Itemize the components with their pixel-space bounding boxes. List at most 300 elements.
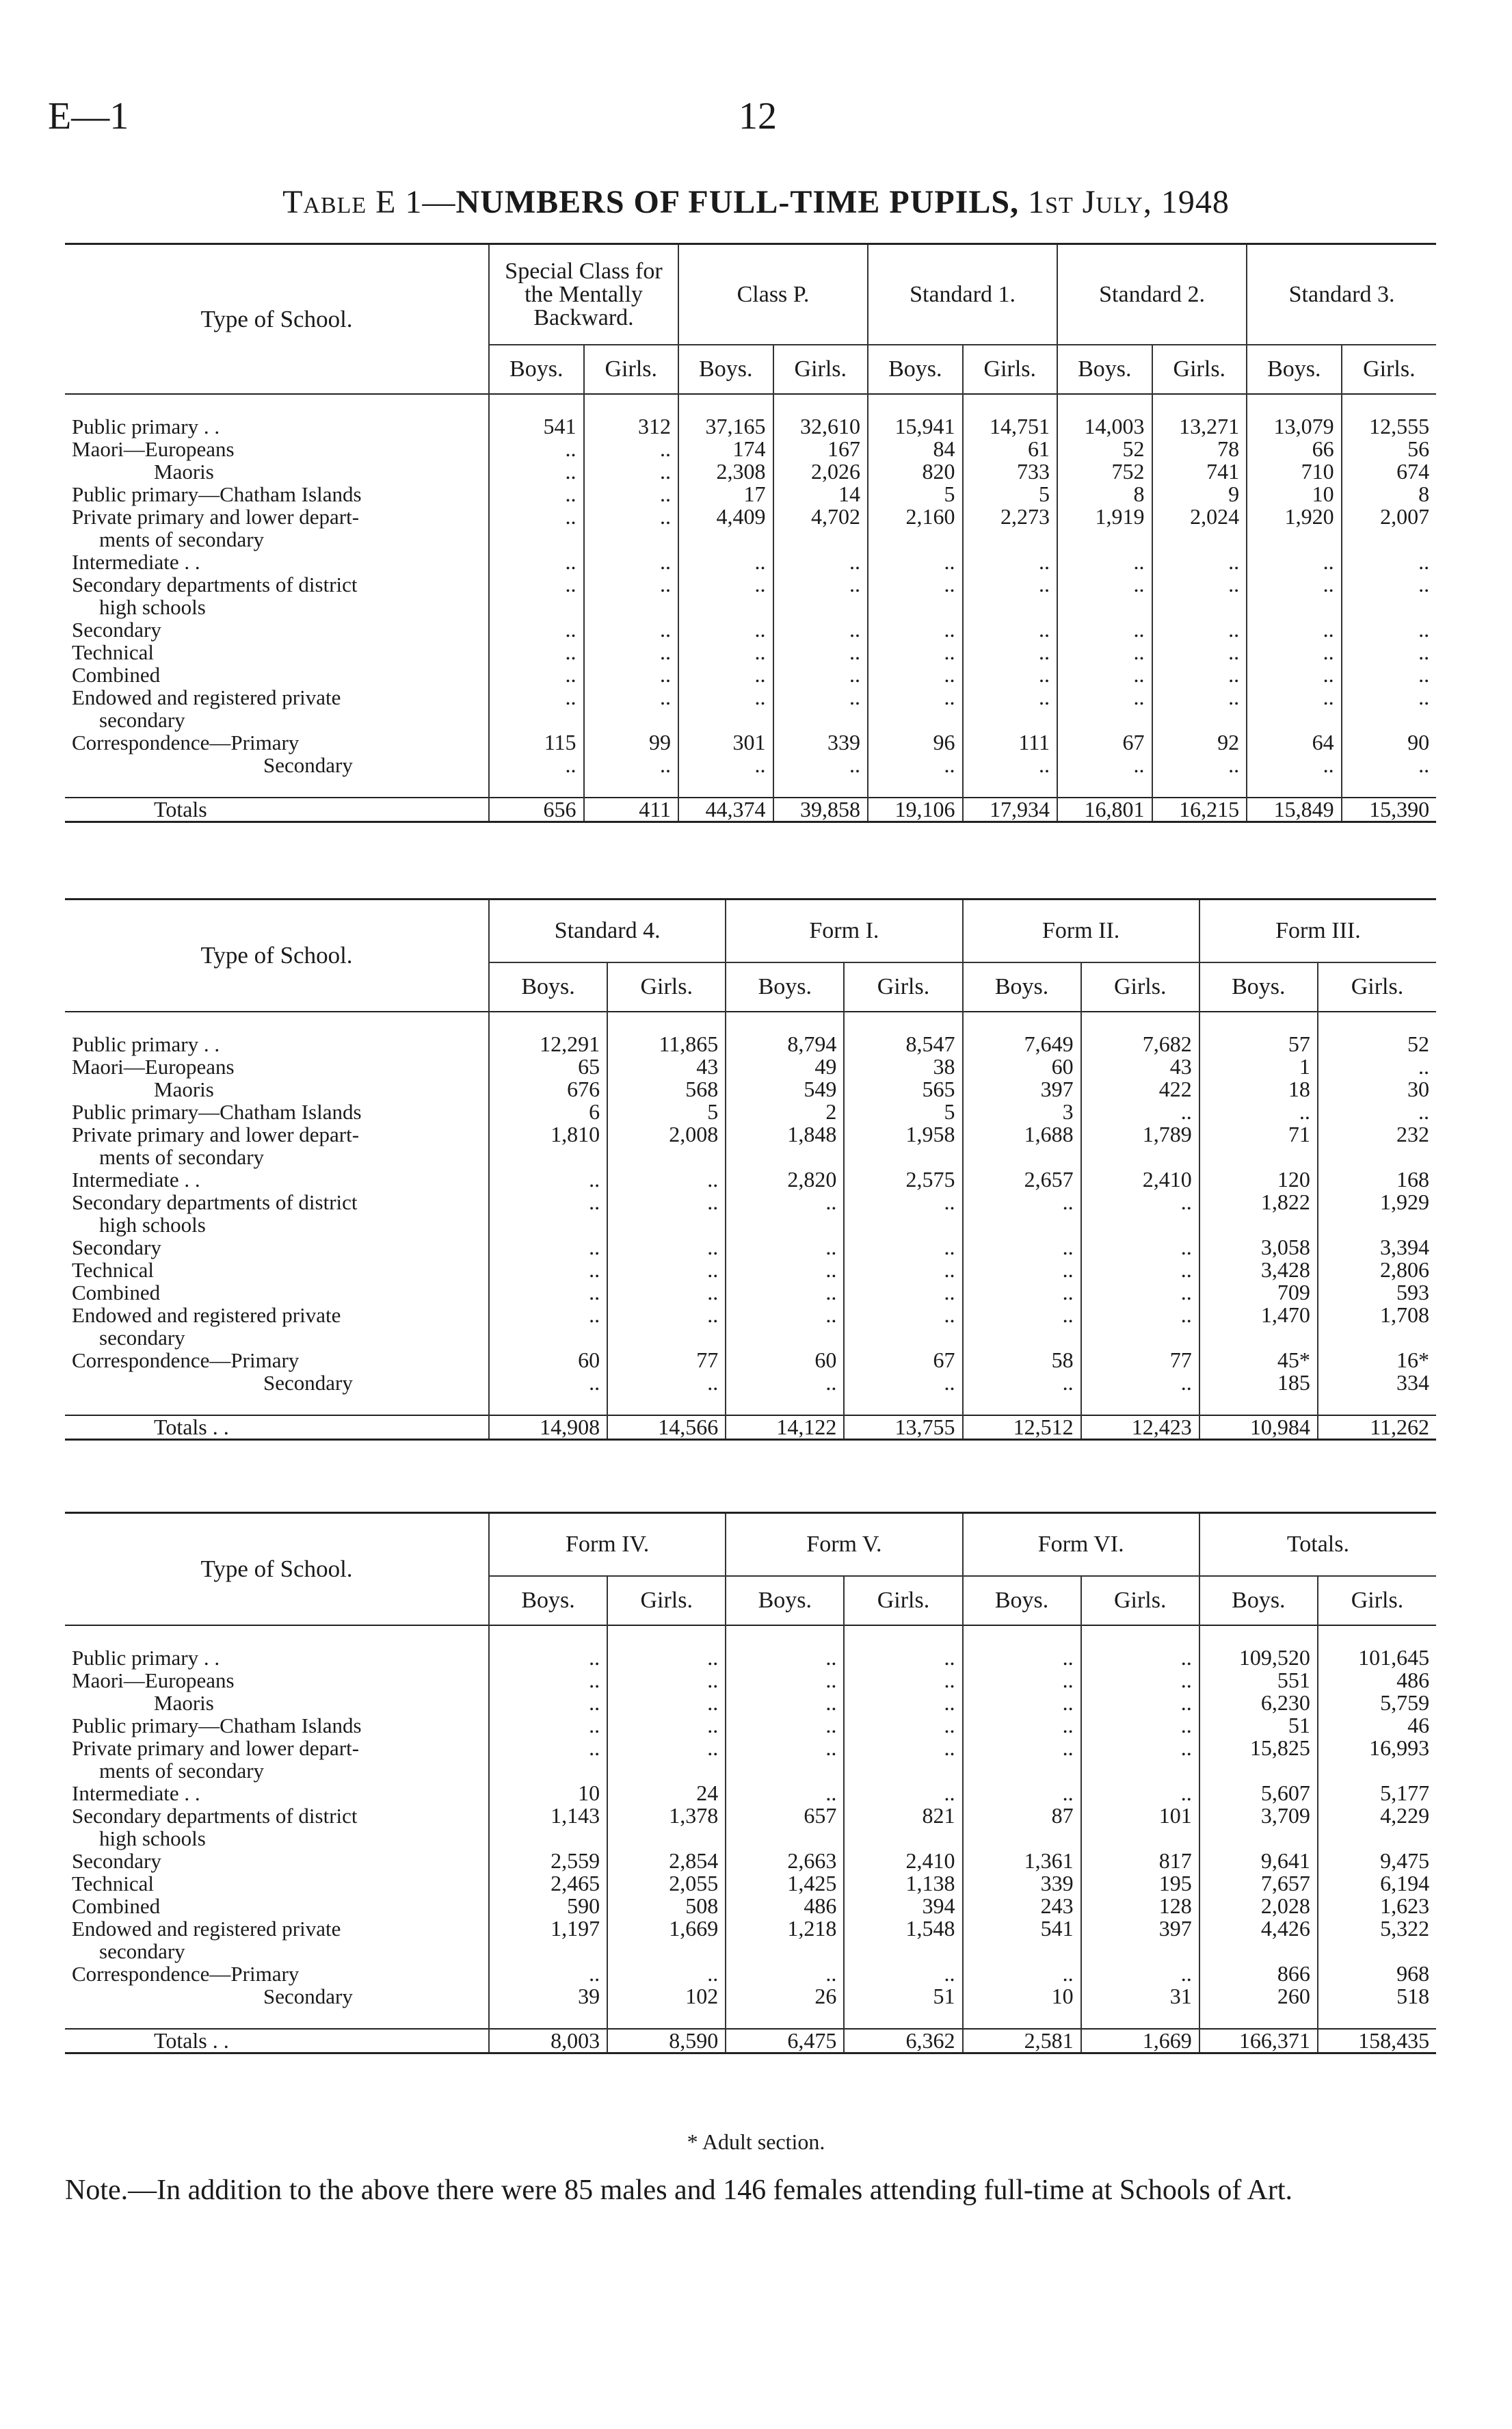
cell-value: 12,291 bbox=[489, 1033, 607, 1055]
row-label: Public primary . . bbox=[72, 1646, 220, 1670]
cell-value: .. bbox=[1057, 551, 1152, 573]
cell-value: 30 bbox=[1318, 1078, 1436, 1101]
cell-value: .. bbox=[1081, 1191, 1199, 1213]
cell-value: 541 bbox=[963, 1917, 1081, 1940]
cell-value: 232 bbox=[1318, 1123, 1436, 1146]
table-row bbox=[65, 551, 1436, 573]
cell-value: 14,003 bbox=[1057, 415, 1152, 438]
cell-value: .. bbox=[489, 1669, 607, 1692]
cell-value: .. bbox=[489, 1371, 607, 1394]
row-label: Public primary . . bbox=[72, 415, 220, 438]
cell-value: .. bbox=[963, 1259, 1081, 1281]
table-row bbox=[65, 1191, 1436, 1213]
cell-value: 866 bbox=[1199, 1962, 1318, 1985]
total-value: 12,512 bbox=[963, 1415, 1081, 1440]
cell-value: .. bbox=[489, 1714, 607, 1737]
row-label-continuation: high schools bbox=[99, 1213, 206, 1237]
cell-value: 541 bbox=[489, 415, 584, 438]
cell-value: .. bbox=[1247, 686, 1342, 709]
cell-value: .. bbox=[726, 1737, 844, 1759]
cell-value: 14,751 bbox=[963, 415, 1058, 438]
cell-value: .. bbox=[1152, 664, 1247, 686]
table-row bbox=[65, 1850, 1436, 1872]
cell-value: 67 bbox=[844, 1349, 962, 1371]
cell-value: .. bbox=[489, 1304, 607, 1326]
cell-value: 2,028 bbox=[1199, 1895, 1318, 1917]
cell-value: .. bbox=[1342, 573, 1437, 596]
cell-value: 5 bbox=[963, 483, 1058, 506]
cell-value: 168 bbox=[1318, 1168, 1436, 1191]
cell-value: 710 bbox=[1247, 460, 1342, 483]
total-value: 411 bbox=[584, 798, 679, 822]
cell-value: 3,394 bbox=[1318, 1236, 1436, 1259]
cell-value: 52 bbox=[1318, 1033, 1436, 1055]
cell-value: .. bbox=[963, 1646, 1081, 1669]
cell-value: 397 bbox=[1081, 1917, 1199, 1940]
cell-value: .. bbox=[1081, 1782, 1199, 1804]
cell-value: .. bbox=[868, 573, 963, 596]
cell-value: .. bbox=[1057, 686, 1152, 709]
cell-value: 2 bbox=[726, 1101, 844, 1123]
cell-value: .. bbox=[1247, 641, 1342, 664]
cell-value: 1,789 bbox=[1081, 1123, 1199, 1146]
row-label-continuation: high schools bbox=[99, 595, 206, 619]
cell-value: .. bbox=[1152, 573, 1247, 596]
cell-value: 2,559 bbox=[489, 1850, 607, 1872]
cell-value: 57 bbox=[1199, 1033, 1318, 1055]
cell-value: .. bbox=[726, 1962, 844, 1985]
cell-value: 339 bbox=[963, 1872, 1081, 1895]
cell-value: 60 bbox=[726, 1349, 844, 1371]
cell-value: 115 bbox=[489, 731, 584, 754]
cell-value: 43 bbox=[607, 1055, 726, 1078]
cell-value: .. bbox=[726, 1304, 844, 1326]
cell-value: .. bbox=[963, 754, 1058, 776]
total-value: 8,590 bbox=[607, 2029, 726, 2053]
cell-value: .. bbox=[607, 1669, 726, 1692]
cell-value: .. bbox=[607, 1304, 726, 1326]
cell-value: 518 bbox=[1318, 1985, 1436, 2008]
cell-value: 9,641 bbox=[1199, 1850, 1318, 1872]
cell-value: 549 bbox=[726, 1078, 844, 1101]
row-label: Secondary departments of district bbox=[72, 573, 358, 596]
row-label-continuation: ments of secondary bbox=[99, 1145, 265, 1169]
cell-value: 11,865 bbox=[607, 1033, 726, 1055]
cell-value: 1,822 bbox=[1199, 1191, 1318, 1213]
cell-value: 101,645 bbox=[1318, 1646, 1436, 1669]
cell-value: 4,409 bbox=[678, 506, 773, 528]
cell-value: .. bbox=[1081, 1714, 1199, 1737]
cell-value: .. bbox=[844, 1782, 962, 1804]
cell-value: 10 bbox=[489, 1782, 607, 1804]
type-of-school-header: Type of School. bbox=[65, 900, 489, 1012]
cell-value: .. bbox=[726, 1782, 844, 1804]
table-row bbox=[65, 1078, 1436, 1101]
cell-value: .. bbox=[1081, 1646, 1199, 1669]
cell-value: .. bbox=[1342, 686, 1437, 709]
boys-header: Boys. bbox=[1247, 345, 1342, 394]
cell-value: 2,465 bbox=[489, 1872, 607, 1895]
column-group-header: Class P. bbox=[678, 244, 868, 345]
cell-value: .. bbox=[584, 551, 679, 573]
cell-value: .. bbox=[1342, 754, 1437, 776]
cell-value: 174 bbox=[678, 438, 773, 460]
row-label: Combined bbox=[72, 1894, 161, 1918]
cell-value: 49 bbox=[726, 1055, 844, 1078]
cell-value: 817 bbox=[1081, 1850, 1199, 1872]
cell-value: 58 bbox=[963, 1349, 1081, 1371]
row-label: Technical bbox=[72, 640, 155, 664]
table-row bbox=[65, 1371, 1436, 1394]
cell-value: 6 bbox=[489, 1101, 607, 1123]
boys-header: Boys. bbox=[868, 345, 963, 394]
title-date: 1st July, 1948 bbox=[1028, 184, 1230, 220]
cell-value: .. bbox=[963, 664, 1058, 686]
cell-value: 486 bbox=[726, 1895, 844, 1917]
cell-value: .. bbox=[1247, 573, 1342, 596]
boys-header: Boys. bbox=[726, 962, 844, 1012]
cell-value: 6,194 bbox=[1318, 1872, 1436, 1895]
cell-value: 87 bbox=[963, 1804, 1081, 1827]
total-value: 19,106 bbox=[868, 798, 963, 822]
cell-value: .. bbox=[607, 1962, 726, 1985]
totals-row bbox=[65, 798, 1436, 822]
cell-value: .. bbox=[489, 754, 584, 776]
cell-value: .. bbox=[726, 1692, 844, 1714]
cell-value: 9 bbox=[1152, 483, 1247, 506]
boys-header: Boys. bbox=[1199, 1576, 1318, 1625]
row-label: Technical bbox=[72, 1258, 155, 1282]
cell-value: .. bbox=[963, 1191, 1081, 1213]
cell-value: .. bbox=[868, 641, 963, 664]
cell-value: .. bbox=[489, 573, 584, 596]
cell-value: .. bbox=[773, 641, 868, 664]
cell-value: 4,426 bbox=[1199, 1917, 1318, 1940]
cell-value: .. bbox=[489, 460, 584, 483]
cell-value: .. bbox=[1342, 641, 1437, 664]
cell-value: 820 bbox=[868, 460, 963, 483]
cell-value: 120 bbox=[1199, 1168, 1318, 1191]
cell-value: 312 bbox=[584, 415, 679, 438]
cell-value: 2,308 bbox=[678, 460, 773, 483]
row-label: Correspondence—Primary bbox=[72, 731, 300, 754]
boys-header: Boys. bbox=[963, 962, 1081, 1012]
cell-value: 16,993 bbox=[1318, 1737, 1436, 1759]
cell-value: 2,008 bbox=[607, 1123, 726, 1146]
row-label: Maori—Europeans bbox=[72, 1668, 235, 1692]
cell-value: .. bbox=[963, 1962, 1081, 1985]
cell-value: .. bbox=[868, 754, 963, 776]
cell-value: 195 bbox=[1081, 1872, 1199, 1895]
cell-value: 45* bbox=[1199, 1349, 1318, 1371]
cell-value: .. bbox=[1057, 573, 1152, 596]
cell-value: .. bbox=[726, 1191, 844, 1213]
boys-header: Boys. bbox=[963, 1576, 1081, 1625]
girls-header: Girls. bbox=[1081, 962, 1199, 1012]
table-row bbox=[65, 438, 1436, 460]
cell-value: 12,555 bbox=[1342, 415, 1437, 438]
cell-value: 5 bbox=[868, 483, 963, 506]
cell-value: 7,682 bbox=[1081, 1033, 1199, 1055]
table-row bbox=[65, 1281, 1436, 1304]
girls-header: Girls. bbox=[963, 345, 1058, 394]
cell-value: .. bbox=[963, 1737, 1081, 1759]
column-group-header: Form VI. bbox=[963, 1513, 1199, 1577]
girls-header: Girls. bbox=[773, 345, 868, 394]
cell-value: 3,709 bbox=[1199, 1804, 1318, 1827]
cell-value: 10 bbox=[963, 1985, 1081, 2008]
cell-value: 968 bbox=[1318, 1962, 1436, 1985]
cell-value: 15,825 bbox=[1199, 1737, 1318, 1759]
cell-value: 9,475 bbox=[1318, 1850, 1436, 1872]
cell-value: 16* bbox=[1318, 1349, 1436, 1371]
total-value: 158,435 bbox=[1318, 2029, 1436, 2053]
column-group-header: Form IV. bbox=[489, 1513, 726, 1577]
cell-value: 260 bbox=[1199, 1985, 1318, 2008]
row-label: Maoris bbox=[154, 1691, 214, 1715]
cell-value: .. bbox=[726, 1669, 844, 1692]
cell-value: 1,623 bbox=[1318, 1895, 1436, 1917]
cell-value: 1,810 bbox=[489, 1123, 607, 1146]
cell-value: .. bbox=[1152, 641, 1247, 664]
row-label: Endowed and registered private bbox=[72, 1917, 341, 1941]
cell-value: .. bbox=[773, 573, 868, 596]
cell-value: .. bbox=[844, 1371, 962, 1394]
cell-value: .. bbox=[678, 664, 773, 686]
cell-value: .. bbox=[584, 573, 679, 596]
cell-value: 2,657 bbox=[963, 1168, 1081, 1191]
cell-value: .. bbox=[963, 1714, 1081, 1737]
cell-value: 46 bbox=[1318, 1714, 1436, 1737]
table-row bbox=[65, 1101, 1436, 1123]
table-block-3 bbox=[65, 1512, 1436, 2054]
cell-value: .. bbox=[963, 686, 1058, 709]
row-label: Secondary bbox=[72, 1849, 161, 1873]
cell-value: 31 bbox=[1081, 1985, 1199, 2008]
cell-value: .. bbox=[1081, 1281, 1199, 1304]
cell-value: 3,428 bbox=[1199, 1259, 1318, 1281]
cell-value: .. bbox=[607, 1737, 726, 1759]
cell-value: .. bbox=[1152, 551, 1247, 573]
cell-value: 102 bbox=[607, 1985, 726, 2008]
boys-header: Boys. bbox=[489, 345, 584, 394]
boys-header: Boys. bbox=[1057, 345, 1152, 394]
cell-value: 43 bbox=[1081, 1055, 1199, 1078]
cell-value: 128 bbox=[1081, 1895, 1199, 1917]
cell-value: .. bbox=[678, 618, 773, 641]
cell-value: 13,271 bbox=[1152, 415, 1247, 438]
cell-value: 185 bbox=[1199, 1371, 1318, 1394]
cell-value: 1,669 bbox=[607, 1917, 726, 1940]
cell-value: .. bbox=[844, 1669, 962, 1692]
table-row bbox=[65, 1168, 1436, 1191]
girls-header: Girls. bbox=[844, 1576, 962, 1625]
cell-value: 1,920 bbox=[1247, 506, 1342, 528]
row-label-continuation: secondary bbox=[99, 708, 185, 732]
cell-value: 24 bbox=[607, 1782, 726, 1804]
table-row bbox=[65, 618, 1436, 641]
total-value: 10,984 bbox=[1199, 1415, 1318, 1440]
boys-header: Boys. bbox=[489, 1576, 607, 1625]
cell-value: 5 bbox=[844, 1101, 962, 1123]
total-value: 12,423 bbox=[1081, 1415, 1199, 1440]
cell-value: 66 bbox=[1247, 438, 1342, 460]
column-group-header: Standard 2. bbox=[1057, 244, 1247, 345]
row-label: Endowed and registered private bbox=[72, 685, 341, 709]
column-group-header: Standard 4. bbox=[489, 900, 726, 963]
cell-value: .. bbox=[1199, 1101, 1318, 1123]
cell-value: 1,218 bbox=[726, 1917, 844, 1940]
cell-value: 64 bbox=[1247, 731, 1342, 754]
cell-value: 733 bbox=[963, 460, 1058, 483]
cell-value: 1,708 bbox=[1318, 1304, 1436, 1326]
row-label: Public primary—Chatham Islands bbox=[72, 1100, 362, 1124]
table-row bbox=[65, 506, 1436, 528]
totals-label: Totals . . bbox=[65, 2029, 489, 2053]
cell-value: 90 bbox=[1342, 731, 1437, 754]
total-value: 8,003 bbox=[489, 2029, 607, 2053]
cell-value: 741 bbox=[1152, 460, 1247, 483]
cell-value: 32,610 bbox=[773, 415, 868, 438]
totals-label: Totals bbox=[65, 798, 489, 822]
cell-value: .. bbox=[773, 686, 868, 709]
cell-value: 109,520 bbox=[1199, 1646, 1318, 1669]
row-label: Maoris bbox=[154, 460, 214, 484]
girls-header: Girls. bbox=[1318, 962, 1436, 1012]
cell-value: .. bbox=[1247, 551, 1342, 573]
cell-value: .. bbox=[726, 1371, 844, 1394]
cell-value: .. bbox=[1152, 618, 1247, 641]
totals-label: Totals . . bbox=[65, 1415, 489, 1440]
row-label: Combined bbox=[72, 1281, 161, 1304]
cell-value: .. bbox=[489, 438, 584, 460]
cell-value: 5,607 bbox=[1199, 1782, 1318, 1804]
table-row bbox=[65, 1804, 1436, 1827]
total-value: 6,475 bbox=[726, 2029, 844, 2053]
table-row bbox=[65, 1895, 1436, 1917]
row-label: Combined bbox=[72, 663, 161, 687]
cell-value: 2,854 bbox=[607, 1850, 726, 1872]
cell-value: .. bbox=[489, 664, 584, 686]
girls-header: Girls. bbox=[1318, 1576, 1436, 1625]
cell-value: 26 bbox=[726, 1985, 844, 2008]
cell-value: 5 bbox=[607, 1101, 726, 1123]
cell-value: 2,575 bbox=[844, 1168, 962, 1191]
report-code: E—1 bbox=[48, 95, 129, 137]
cell-value: 8 bbox=[1057, 483, 1152, 506]
cell-value: 486 bbox=[1318, 1669, 1436, 1692]
cell-value: .. bbox=[868, 686, 963, 709]
column-group-header: Totals. bbox=[1199, 1513, 1436, 1577]
cell-value: .. bbox=[489, 1646, 607, 1669]
row-label: Public primary . . bbox=[72, 1032, 220, 1056]
table-row bbox=[65, 483, 1436, 506]
cell-value: 1,548 bbox=[844, 1917, 962, 1940]
cell-value: 243 bbox=[963, 1895, 1081, 1917]
cell-value: 7,657 bbox=[1199, 1872, 1318, 1895]
table-row-continuation bbox=[65, 709, 1436, 731]
girls-header: Girls. bbox=[1081, 1576, 1199, 1625]
boys-header: Boys. bbox=[489, 962, 607, 1012]
cell-value: .. bbox=[1081, 1259, 1199, 1281]
table-row-continuation bbox=[65, 1759, 1436, 1782]
cell-value: .. bbox=[1247, 754, 1342, 776]
row-label: Intermediate . . bbox=[72, 1168, 200, 1192]
table-row bbox=[65, 1259, 1436, 1281]
totals-row bbox=[65, 2029, 1436, 2053]
row-label: Endowed and registered private bbox=[72, 1303, 341, 1327]
note: Note.—In addition to the above there were 85 males and 146 females attending full-time at Schools of Art. bbox=[65, 2175, 1293, 2206]
cell-value: .. bbox=[963, 1669, 1081, 1692]
girls-header: Girls. bbox=[607, 1576, 726, 1625]
cell-value: 1,919 bbox=[1057, 506, 1152, 528]
cell-value: 15,941 bbox=[868, 415, 963, 438]
cell-value: .. bbox=[963, 641, 1058, 664]
row-label: Private primary and lower depart- bbox=[72, 505, 360, 529]
table-row-continuation bbox=[65, 1146, 1436, 1168]
total-value: 17,934 bbox=[963, 798, 1058, 822]
cell-value: 60 bbox=[489, 1349, 607, 1371]
cell-value: 56 bbox=[1342, 438, 1437, 460]
column-group-header: Standard 3. bbox=[1247, 244, 1436, 345]
row-label: Technical bbox=[72, 1872, 155, 1895]
type-of-school-header: Type of School. bbox=[65, 1513, 489, 1626]
table-row bbox=[65, 1349, 1436, 1371]
row-label-continuation: ments of secondary bbox=[99, 527, 265, 551]
cell-value: .. bbox=[1081, 1692, 1199, 1714]
cell-value: .. bbox=[607, 1236, 726, 1259]
cell-value: 38 bbox=[844, 1055, 962, 1078]
row-label: Maori—Europeans bbox=[72, 1055, 235, 1079]
girls-header: Girls. bbox=[584, 345, 679, 394]
cell-value: 1,425 bbox=[726, 1872, 844, 1895]
cell-value: .. bbox=[1152, 686, 1247, 709]
cell-value: 5,177 bbox=[1318, 1782, 1436, 1804]
cell-value: 334 bbox=[1318, 1371, 1436, 1394]
table-row bbox=[65, 1304, 1436, 1326]
cell-value: .. bbox=[726, 1646, 844, 1669]
cell-value: .. bbox=[868, 551, 963, 573]
row-label: Secondary bbox=[263, 1984, 353, 2008]
cell-value: 5,322 bbox=[1318, 1917, 1436, 1940]
cell-value: 51 bbox=[1199, 1714, 1318, 1737]
cell-value: .. bbox=[726, 1236, 844, 1259]
cell-value: 2,055 bbox=[607, 1872, 726, 1895]
cell-value: 674 bbox=[1342, 460, 1437, 483]
cell-value: 1 bbox=[1199, 1055, 1318, 1078]
cell-value: 7,649 bbox=[963, 1033, 1081, 1055]
cell-value: .. bbox=[489, 506, 584, 528]
total-value: 15,390 bbox=[1342, 798, 1437, 822]
cell-value: .. bbox=[1081, 1371, 1199, 1394]
cell-value: 37,165 bbox=[678, 415, 773, 438]
cell-value: .. bbox=[489, 641, 584, 664]
total-value: 2,581 bbox=[963, 2029, 1081, 2053]
cell-value: .. bbox=[489, 1281, 607, 1304]
total-value: 16,801 bbox=[1057, 798, 1152, 822]
cell-value: .. bbox=[963, 573, 1058, 596]
cell-value: .. bbox=[489, 1191, 607, 1213]
cell-value: 6,230 bbox=[1199, 1692, 1318, 1714]
table-row bbox=[65, 731, 1436, 754]
total-value: 11,262 bbox=[1318, 1415, 1436, 1440]
row-label-continuation: secondary bbox=[99, 1326, 185, 1350]
cell-value: 3,058 bbox=[1199, 1236, 1318, 1259]
table-row bbox=[65, 1055, 1436, 1078]
cell-value: .. bbox=[1247, 618, 1342, 641]
cell-value: 96 bbox=[868, 731, 963, 754]
cell-value: .. bbox=[1081, 1962, 1199, 1985]
